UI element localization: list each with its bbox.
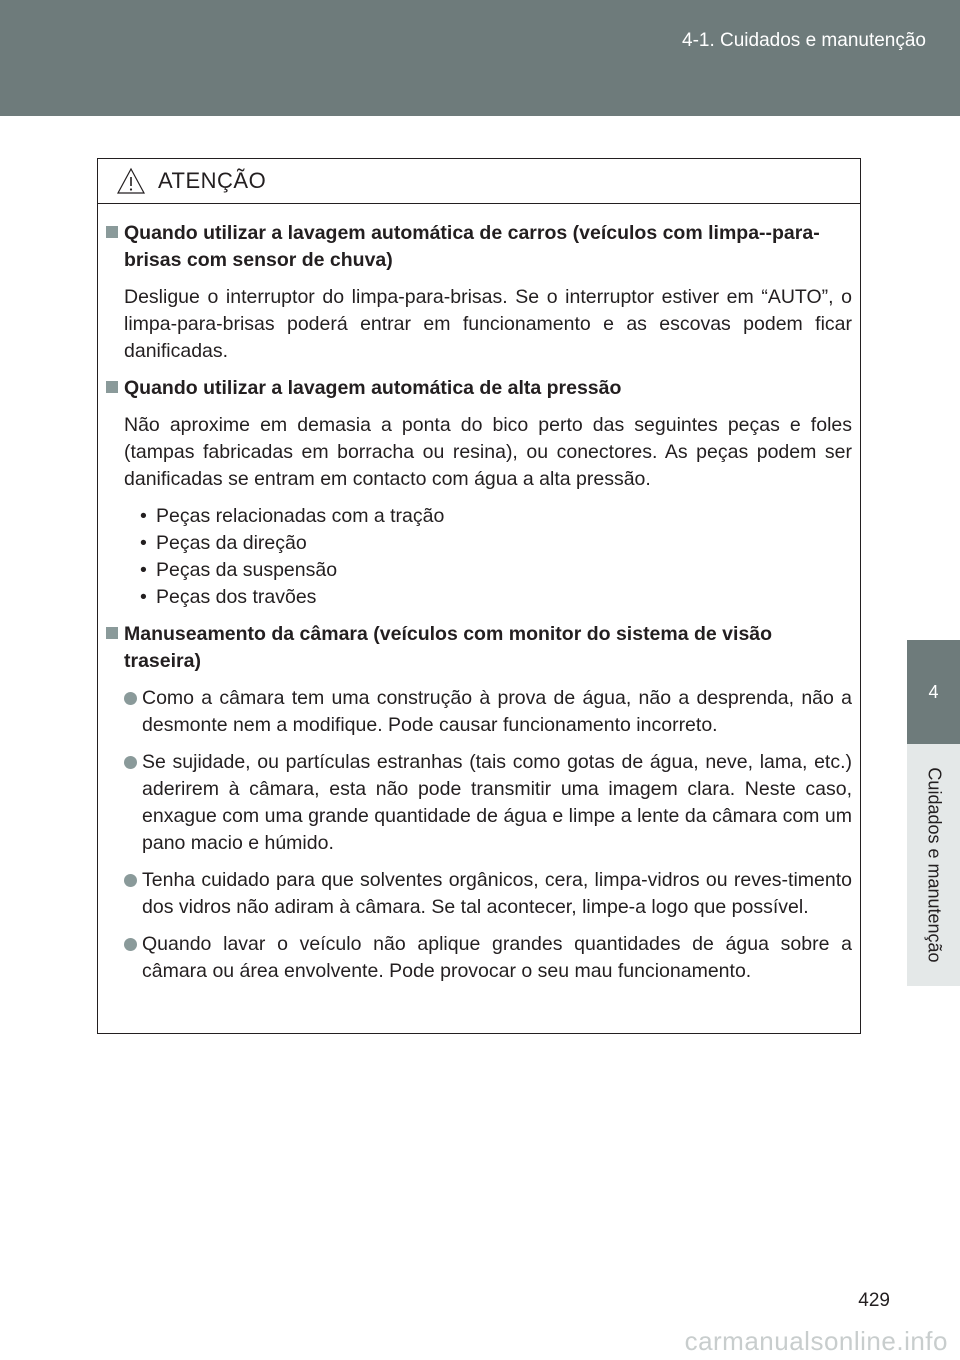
header-bar: [0, 0, 960, 116]
list-item-text: Tenha cuidado para que solventes orgânicos, cera, limpa-vidros ou reves-timento dos vidros não adiram à câmara. Se tal acontecer, limpe-a logo que possível.: [142, 869, 852, 918]
section-paragraph: Desligue o interruptor do limpa-para-brisas. Se o interruptor estiver em “AUTO”, o limpa-para-brisas poderá entrar em funcionamento e as escovas podem ficar danificadas.: [124, 286, 852, 362]
parts-list: [106, 503, 852, 611]
circle-bullet-icon: [124, 692, 137, 705]
section-title: [106, 621, 852, 675]
list-item-text: Quando lavar o veículo não aplique grandes quantidades de água sobre a câmara ou área envolvente. Pode provocar o seu mau funcionamento.: [142, 933, 852, 982]
list-item: • Peças da direção: [140, 530, 852, 557]
section-paragraph: Não aproxime em demasia a ponta do bico perto das seguintes peças e foles (tampas fabricadas em borracha ou resina), ou conectores. As peças podem ser danificadas se entram em contacto com água a alta pressão.: [124, 414, 852, 490]
warning-triangle-icon: [116, 167, 146, 195]
chapter-tab-label-text: Cuidados e manutenção: [924, 767, 944, 963]
circle-bullet-icon: [124, 874, 137, 887]
list-item: [106, 685, 852, 739]
list-item: [106, 867, 852, 921]
page-number: 429: [858, 1290, 890, 1311]
warning-heading: [98, 159, 860, 204]
list-item: • Peças da suspensão: [140, 557, 852, 584]
section-title-text: Manuseamento da câmara (veículos com monitor do sistema de visão traseira): [124, 623, 773, 672]
section-title-text: Quando utilizar a lavagem automática de alta pressão: [124, 377, 622, 399]
chapter-tab-label: [907, 744, 960, 986]
circle-bullet-icon: [124, 938, 137, 951]
warning-heading-text: ATENÇÃO: [158, 168, 267, 193]
list-item-text: Como a câmara tem uma construção à prova de água, não a desprenda, não a desmonte nem a modifique. Pode causar funcionamento incorreto.: [142, 687, 852, 736]
list-item-text: Se sujidade, ou partículas estranhas (tais como gotas de água, neve, lama, etc.) aderirem à câmara, esta não pode transmitir uma imagem clara. Neste caso, enxague com uma grande quantidade de água e limpe a lente da câmara com um pano macio e húmido.: [142, 751, 852, 854]
square-bullet-icon: [106, 381, 118, 393]
chapter-tab-number: 4: [907, 640, 960, 744]
section-title-text: Quando utilizar a lavagem automática de carros (veículos com limpa--para-brisas com sensor de chuva): [124, 222, 820, 271]
circle-bullet-icon: [124, 756, 137, 769]
list-item: • Peças relacionadas com a tração: [140, 503, 852, 530]
section-title: [106, 375, 852, 402]
square-bullet-icon: [106, 226, 118, 238]
warning-body: [98, 204, 860, 985]
header-title: 4-1. Cuidados e manutenção: [682, 30, 926, 51]
warning-box: [97, 158, 861, 1034]
list-item: • Peças dos travões: [140, 584, 852, 611]
list-item: [106, 749, 852, 857]
list-item: [106, 931, 852, 985]
section-title: [106, 220, 852, 274]
watermark: carmanualsonline.info: [684, 1326, 948, 1356]
square-bullet-icon: [106, 627, 118, 639]
